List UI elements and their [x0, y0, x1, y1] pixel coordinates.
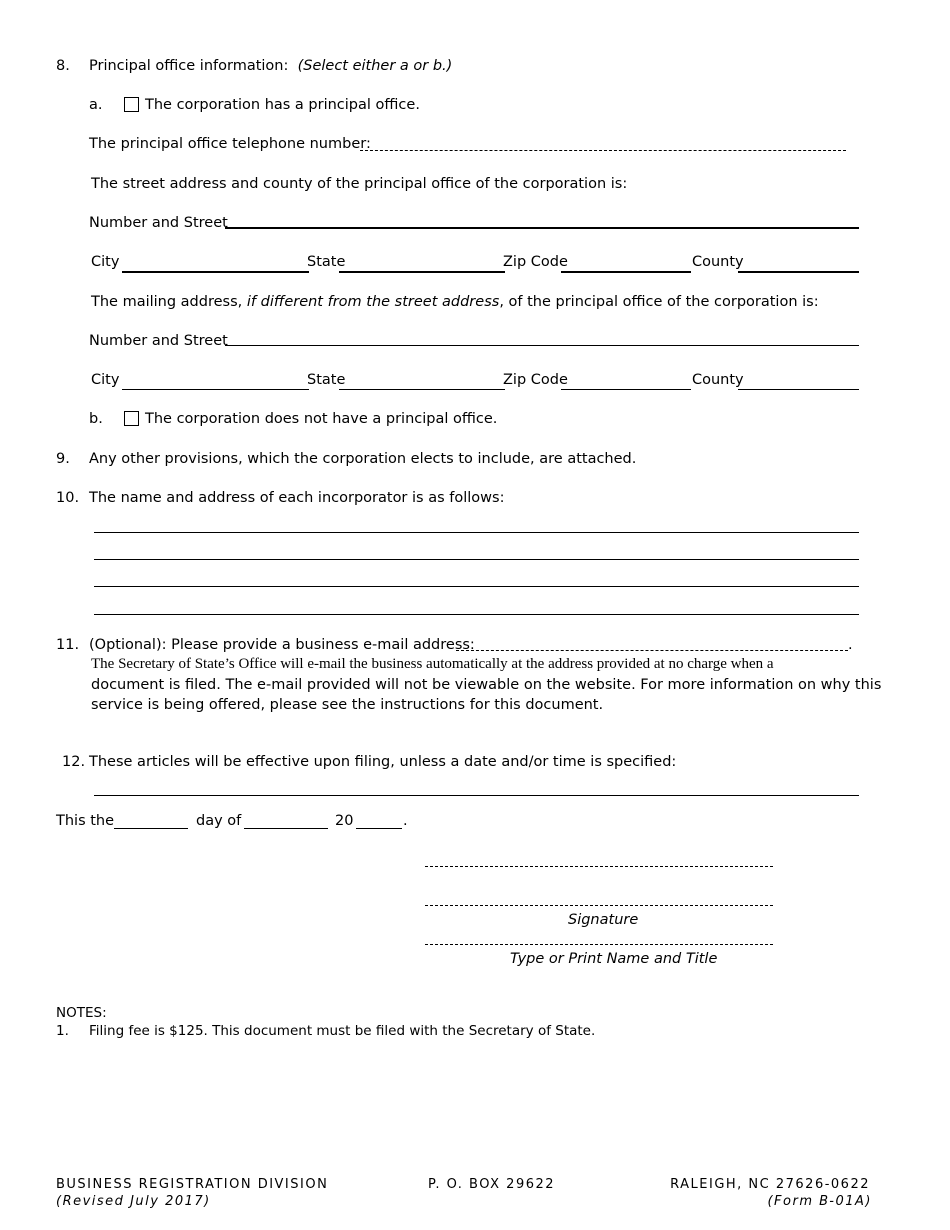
- business-name-line[interactable]: [425, 866, 773, 867]
- year-input[interactable]: [356, 828, 402, 829]
- mailing-state-input[interactable]: [339, 389, 505, 390]
- street-number-input[interactable]: [225, 227, 859, 229]
- effective-date-input[interactable]: [94, 795, 859, 796]
- date-end: .: [403, 813, 408, 829]
- item9-text: Any other provisions, which the corporation elects to include, are attached.: [89, 451, 637, 467]
- item8a-text: The corporation has a principal office.: [145, 97, 420, 113]
- item11-label: (Optional): Please provide a business e-mail address:: [89, 637, 475, 653]
- mailing-city-input[interactable]: [122, 389, 309, 390]
- item8-number: 8.: [56, 58, 70, 74]
- item9-number: 9.: [56, 451, 70, 467]
- street-zip-input[interactable]: [561, 271, 691, 273]
- item8b-option[interactable]: [124, 410, 497, 428]
- street-state-label: State: [307, 254, 346, 270]
- name-title-line[interactable]: [425, 944, 773, 945]
- street-city-label: City: [91, 254, 120, 270]
- item11-number: 11.: [56, 637, 80, 653]
- phone-input-line[interactable]: [360, 150, 846, 151]
- mailing-county-label: County: [692, 372, 744, 388]
- item10-text: The name and address of each incorporator is as follows:: [89, 490, 505, 506]
- street-zip-label: Zip Code: [503, 254, 568, 270]
- item8-note: (Select either a or b.): [297, 58, 453, 74]
- mailing-intro-pre: The mailing address,: [91, 294, 243, 310]
- mailing-intro-italic: if different from the street address: [246, 294, 500, 310]
- item12-text: These articles will be effective upon filing, unless a date and/or time is specified:: [89, 754, 677, 770]
- principal-office-checkbox[interactable]: [124, 97, 139, 112]
- item12-number: 12.: [62, 754, 86, 770]
- mailing-address-intro: [91, 293, 819, 311]
- mailing-zip-label: Zip Code: [503, 372, 568, 388]
- street-number-label: Number and Street: [89, 215, 228, 231]
- footer-revised: (Revised July 2017): [56, 1194, 211, 1209]
- incorporator-line-4[interactable]: [94, 614, 859, 615]
- item10-number: 10.: [56, 490, 80, 506]
- item11-end: .: [848, 637, 853, 653]
- street-state-input[interactable]: [339, 271, 505, 273]
- this-the-label: This the: [56, 813, 115, 829]
- footer-form: (Form B-01A): [767, 1194, 872, 1209]
- item8b-label: b.: [89, 411, 103, 427]
- incorporator-line-3[interactable]: [94, 586, 859, 587]
- street-city-input[interactable]: [122, 271, 309, 273]
- notes-heading: NOTES:: [56, 1005, 107, 1021]
- item11-desc-serif: The Secretary of State’s Office will e-mail the business automatically at the address provided at no charge when a: [91, 656, 774, 672]
- email-input-line[interactable]: [456, 650, 848, 651]
- footer-pobox: P. O. BOX 29622: [428, 1177, 556, 1192]
- month-input[interactable]: [244, 828, 328, 829]
- signature-label: Signature: [568, 912, 639, 928]
- name-title-label: Type or Print Name and Title: [510, 951, 718, 967]
- mailing-number-input[interactable]: [225, 345, 859, 346]
- mailing-city-label: City: [91, 372, 120, 388]
- item8b-text: The corporation does not have a principal office.: [145, 411, 498, 427]
- incorporator-line-1[interactable]: [94, 532, 859, 533]
- footer-division: BUSINESS REGISTRATION DIVISION: [56, 1177, 329, 1192]
- signature-line[interactable]: [425, 905, 773, 906]
- item8-title: [89, 57, 452, 75]
- street-county-input[interactable]: [738, 271, 859, 273]
- mailing-number-label: Number and Street: [89, 333, 228, 349]
- phone-label: The principal office telephone number:: [89, 136, 371, 152]
- street-address-intro: The street address and county of the principal office of the corporation is:: [91, 176, 628, 192]
- mailing-county-input[interactable]: [738, 389, 859, 390]
- incorporator-line-2[interactable]: [94, 559, 859, 560]
- no-principal-office-checkbox[interactable]: [124, 411, 139, 426]
- item11-desc: document is filed. The e-mail provided will not be viewable on the website. For more information on why this service is being offered, please see the instructions for this document.: [91, 677, 882, 713]
- day-input[interactable]: [114, 828, 188, 829]
- street-county-label: County: [692, 254, 744, 270]
- day-of-label: day of: [196, 813, 242, 829]
- note1-number: 1.: [56, 1023, 69, 1039]
- note1-text: Filing fee is $125. This document must be filed with the Secretary of State.: [89, 1023, 596, 1039]
- item8a-option[interactable]: [124, 96, 420, 114]
- item8a-label: a.: [89, 97, 103, 113]
- footer-city: RALEIGH, NC 27626-0622: [670, 1177, 870, 1192]
- mailing-state-label: State: [307, 372, 346, 388]
- mailing-intro-post: , of the principal office of the corporation is:: [499, 294, 819, 310]
- mailing-zip-input[interactable]: [561, 389, 691, 390]
- year-prefix: 20: [335, 813, 354, 829]
- item8-title-text: Principal office information:: [89, 58, 289, 74]
